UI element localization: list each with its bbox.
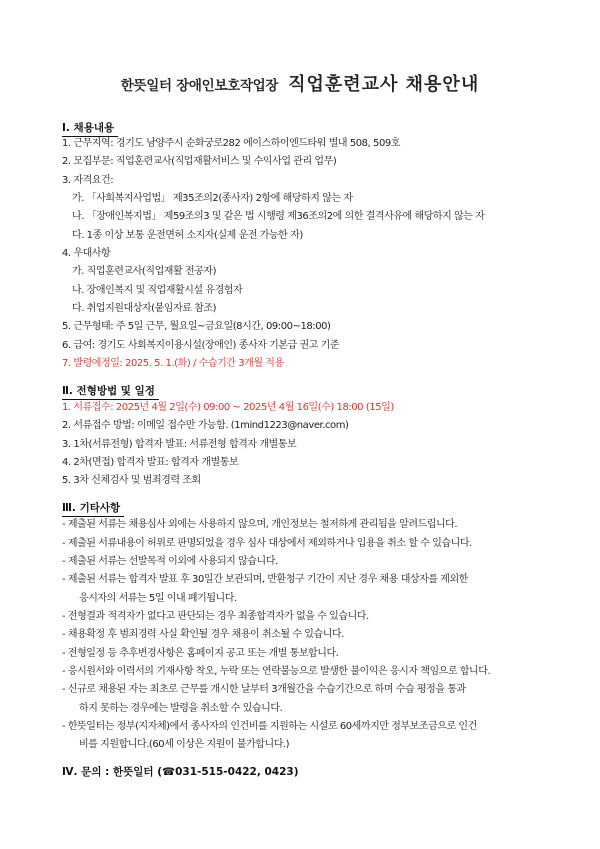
qualification-a: 가. 「사회복지사업법」 제35조의2(종사자) 2항에 해당하지 않는 자 [72,193,353,204]
note-item: - 제출된 서류는 채용심사 외에는 사용하지 않으며, 개인정보는 철저하게 관리됨을 알려드립니다. [62,519,458,530]
qualification-c: 다. 1종 이상 보통 운전면허 소지자(실제 운전 가능한 자) [72,230,303,241]
application-method: 2. 서류접수 방법: 이메일 접수만 가능함. (1mind1223@naver.com) [62,420,349,431]
note-item: - 제출된 서류는 합격자 발표 후 30일간 보관되며, 반환청구 기간이 지난 경우 채용 대상자를 제외한 [62,574,468,585]
page-title [0,70,600,96]
second-round-result: 4. 2차(면접) 합격자 발표: 합격자 개별통보 [62,457,239,468]
note-item: - 제출된 서류내용이 허위로 판명되었을 경우 심사 대상에서 제외하거나 입용을 취소 할 수 있습니다. [62,538,472,549]
work-schedule: 5. 근무형태: 주 5일 근무, 월요일~금요일(8시간, 09:00~18:00) [62,321,331,332]
salary: 6. 급여: 경기도 사회복지이용시설(장애인) 종사자 기본급 권고 기준 [62,340,340,351]
note-item: - 한뜻일터는 정부(지자체)에서 종사자의 인건비를 지원하는 시설로 60세까지만 정부보조금으로 인건 [62,721,477,732]
qualifications-label: 3. 자격요건: [62,175,114,186]
third-round-check: 5. 3차 신체검사 및 범죄경력 조회 [62,475,201,486]
preferences-label: 4. 우대사항 [62,248,111,259]
note-item: - 신규로 채용된 자는 최초로 근무를 개시한 날부터 3개월간을 수습기간으로 하며 수습 평정을 통과 [62,684,466,695]
note-item: - 전형결과 적격자가 없다고 판단되는 경우 최종합격자가 없을 수 있습니다. [62,611,369,622]
note-item: - 응시원서와 이력서의 기재사항 착오, 누락 또는 연락불능으로 발생한 불이익은 응시자 책임으로 합니다. [62,666,491,677]
recruitment-title: 직업훈련교사 채용안내 [288,74,480,95]
organization-name: 한뜻일터 장애인보호작업장 [120,78,279,94]
section-2-heading: Ⅱ. 전형방법 및 일정 [62,385,155,397]
work-location: 1. 근무지역: 경기도 남양주시 순화궁로282 에이스하이엔드타워 별내 508, 509호 [62,138,400,149]
note-item: - 채용확정 후 범죄경력 사실 확인될 경우 채용이 취소될 수 있습니다. [62,629,344,640]
qualification-b: 나. 「장애인복지법」 제59조의3 및 같은 법 시행령 제36조의2에 의한 결격사유에 해당하지 않는 자 [72,211,485,222]
preference-b: 나. 장애인복지 및 직업재활시설 유경험자 [72,285,243,296]
note-item-continued: 응시자의 서류는 5일 이내 폐기됩니다. [79,593,237,604]
preference-a: 가. 직업훈련교사(직업재활 전공자) [72,266,217,277]
first-round-result: 3. 1차(서류전형) 합격자 발표: 서류전형 합격자 개별통보 [62,439,297,450]
contact-info: Ⅳ. 문의 : 한뜻일터 (☎031-515-0422, 0423) [62,766,299,778]
note-item: - 제출된 서류는 선발목적 이외에 사용되지 않습니다. [62,556,278,567]
application-period: 1. 서류접수: 2025년 4월 2일(수) 09:00 ~ 2025년 4월 16일(수) 18:00 (15일) [62,402,394,413]
note-item-continued: 하지 못하는 경우에는 발령을 취소할 수 있습니다. [79,703,283,714]
note-item: - 전형일정 등 추후변경사항은 홈페이지 공고 또는 개별 통보합니다. [62,648,339,659]
preference-c: 다. 취업지원대상자(붙임자료 참조) [72,303,217,314]
section-3-heading: Ⅲ. 기타사항 [62,502,121,514]
appointment-date: 7. 발령예정일: 2025. 5. 1.(화) / 수습기간 3개월 적용 [62,358,284,369]
recruitment-field: 2. 모집부문: 직업훈련교사(직업재활서비스 및 수익사업 관리 업무) [62,156,337,167]
section-1-heading: Ⅰ. 채용내용 [62,122,115,134]
note-item-continued: 비를 지원합니다.(60세 이상은 지원이 불가합니다.) [79,739,290,750]
